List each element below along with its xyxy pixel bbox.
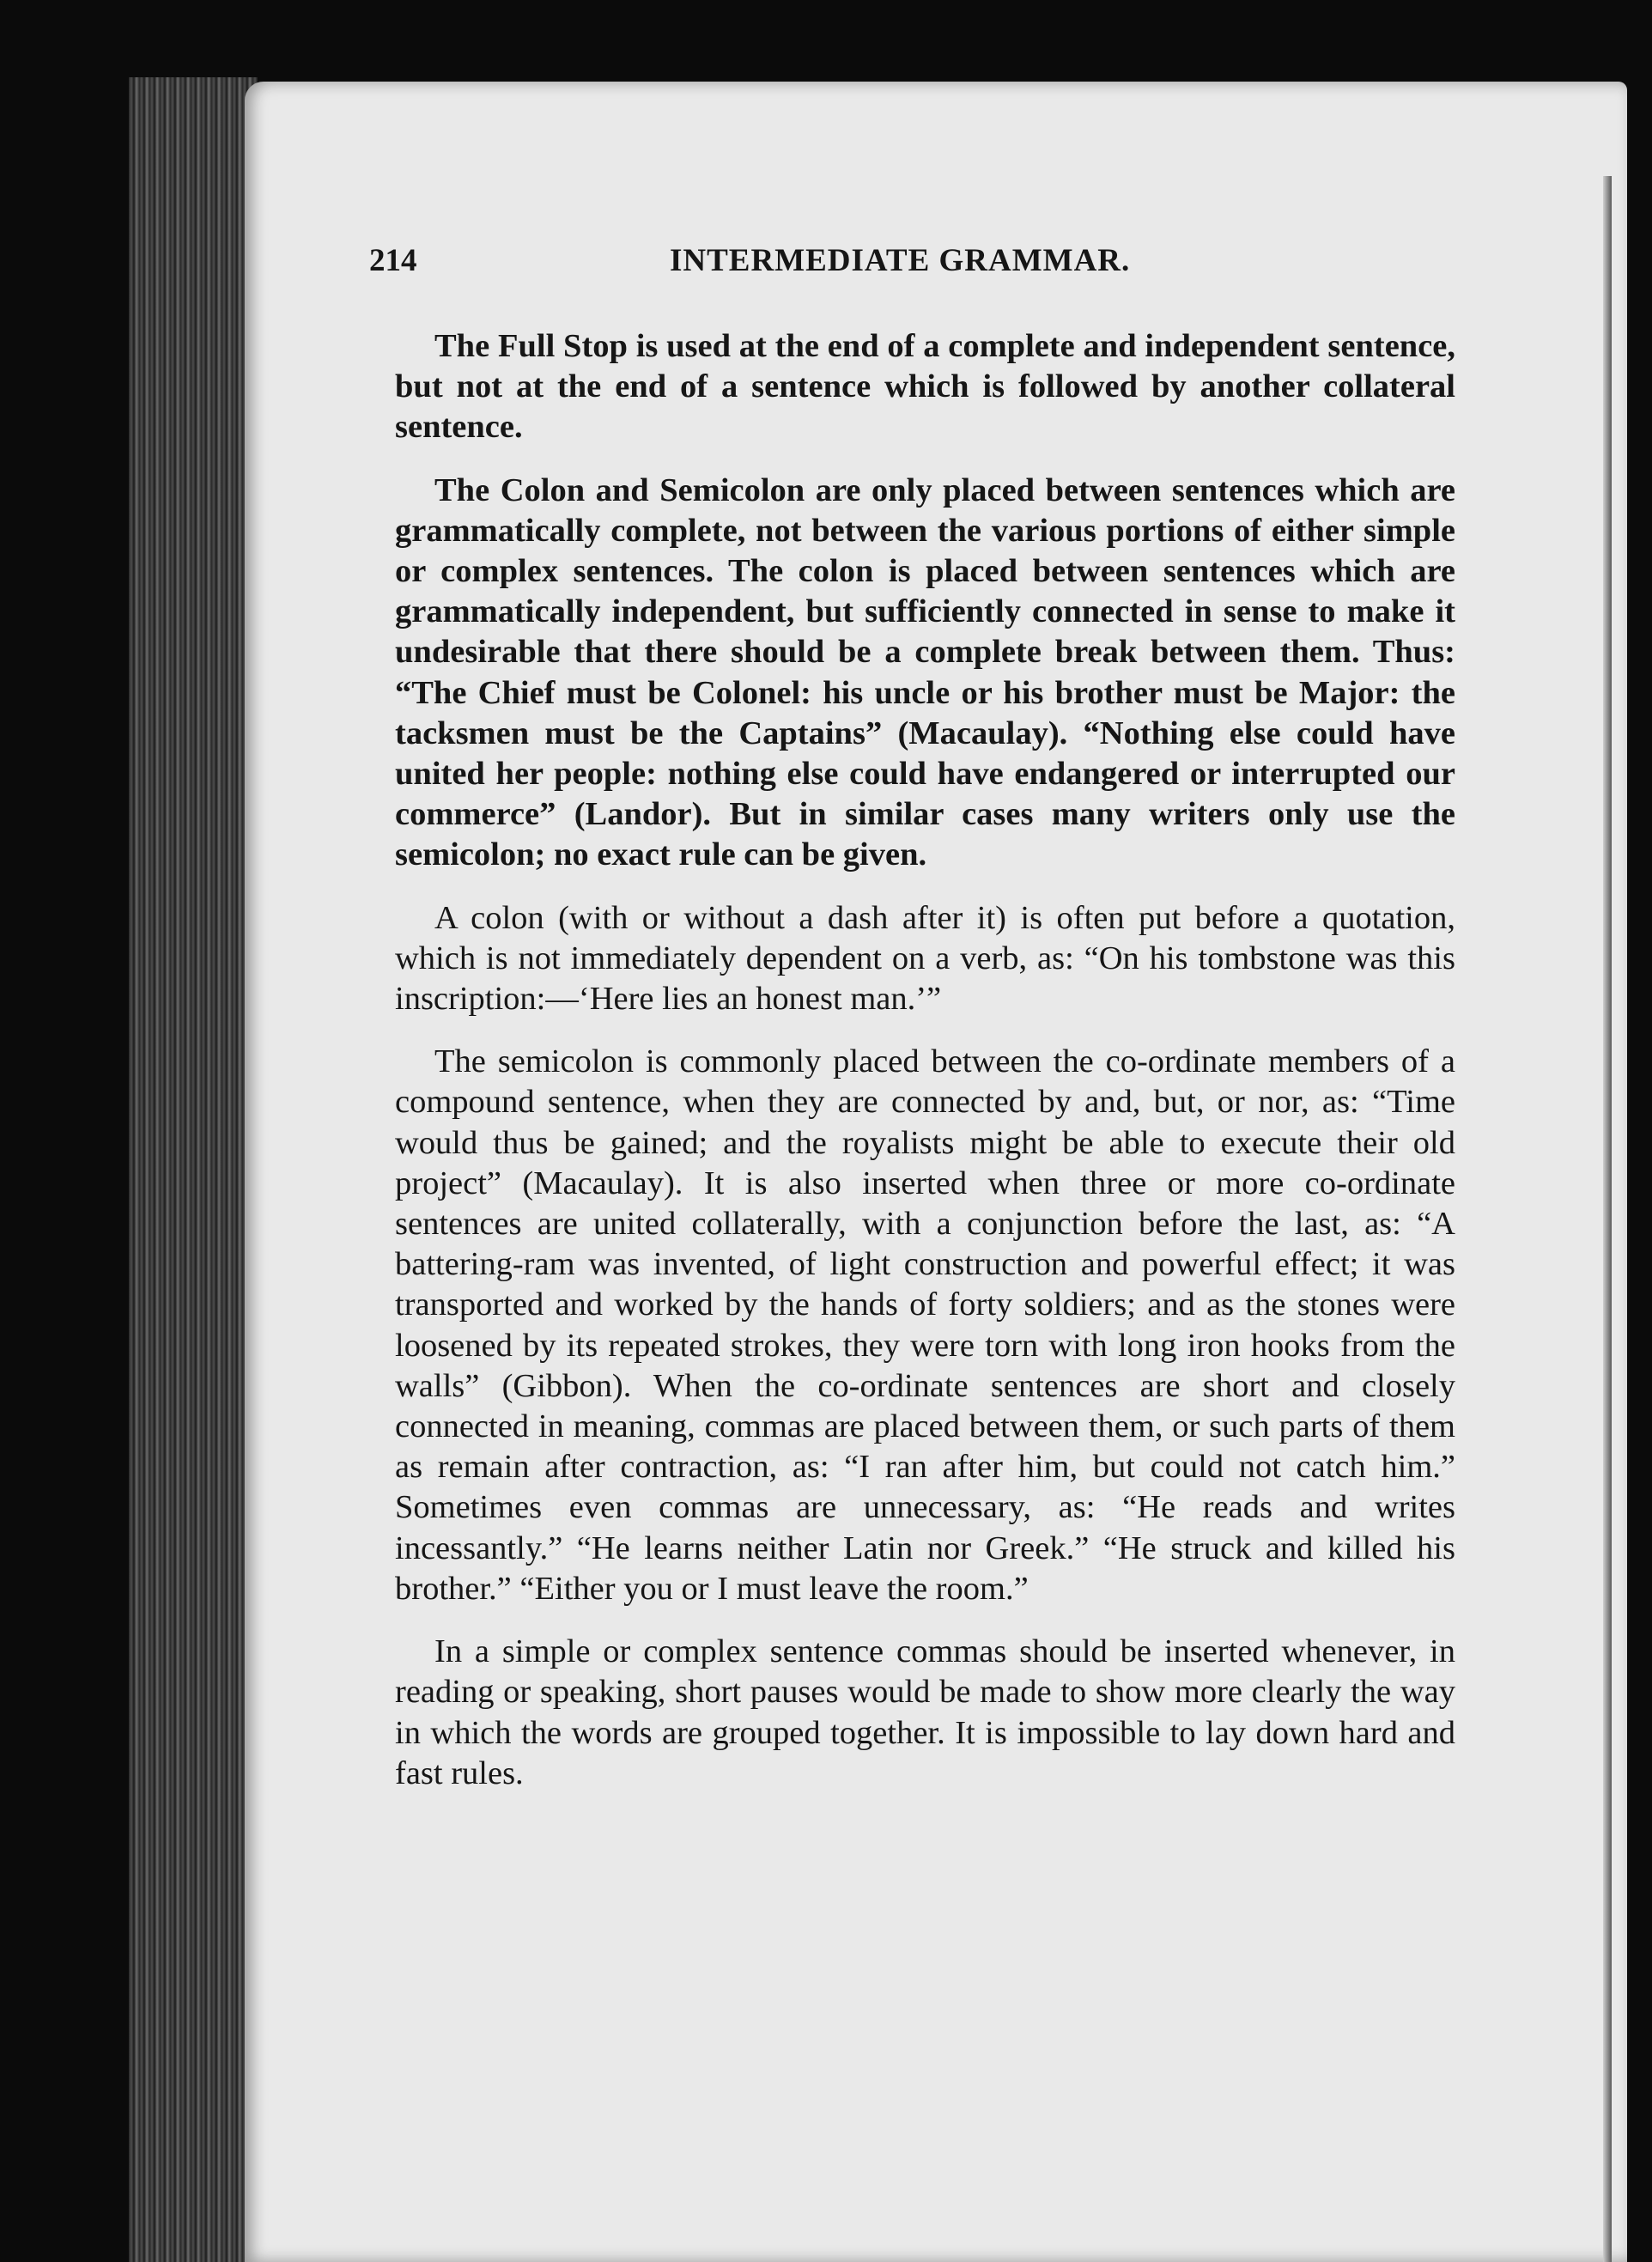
paragraph-commas: In a simple or complex sentence commas should be inserted whenever, in reading or speaking, short pauses would be made to show more clearly the way in which the words are grouped together. It is impossible to lay down hard and fast rules.	[395, 1633, 1455, 1791]
page-header	[369, 242, 1460, 294]
paragraph-colon-semicolon: The Colon and Semicolon are only placed between sentences which are grammatically complete, not between the various portions of either simple or complex sentences. The colon is placed between sentences which are grammatically independent, but sufficiently connected in sense to make it undesirable that there should be a complete break between them. Thus: “The Chief must be Colonel: his uncle or his brother must be Major: the tacksmen must be the Captains” (Macaulay). “Nothing else could have united her people: nothing else could have endangered or interrupted our commerce” (Landor). But in similar cases many writers only use the semicolon; no exact rule can be given.	[395, 471, 1455, 873]
page-number: 214	[369, 243, 417, 278]
text-body	[395, 326, 1455, 1816]
running-title: INTERMEDIATE GRAMMAR.	[670, 243, 1131, 278]
paragraph-colon-quotation: A colon (with or without a dash after it) is often put before a quotation, which is not immediately dependent on a verb, as: “On his tombstone was this inscription:—‘Here lies an honest man.’”	[395, 899, 1455, 1018]
paragraph-full-stop: The Full Stop is used at the end of a complete and independent sentence, but not at the end of a sentence which is followed by another collateral sentence.	[395, 328, 1455, 446]
paragraph-semicolon-coordinate: The semicolon is commonly placed between the co-ordinate members of a compound sentence, when they are connected by and, but, or nor, as: “Time would thus be gained; and the royalists might be able to execute their old project” (Macaulay). It is also inserted when three or more co-ordinate sentences are united collaterally, with a conjunction before the last, as: “A battering-ram was invented, of light construction and powerful effect; it was transported and worked by the hands of forty soldiers; and as the stones were loosened by its repeated strokes, they were torn with long iron hooks from the walls” (Gibbon). When the co-ordinate sentences are short and closely connected in meaning, commas are placed between them, or such parts of them as remain after contraction, as: “I ran after him, but could not catch him.” Sometimes even commas are unnecessary, as: “He reads and writes incessantly.” “He learns neither Latin nor Greek.” “He struck and killed his brother.” “Either you or I must leave the room.”	[395, 1043, 1455, 1607]
page-right-edge	[1603, 176, 1612, 2262]
book-spine-edge	[129, 77, 258, 2262]
